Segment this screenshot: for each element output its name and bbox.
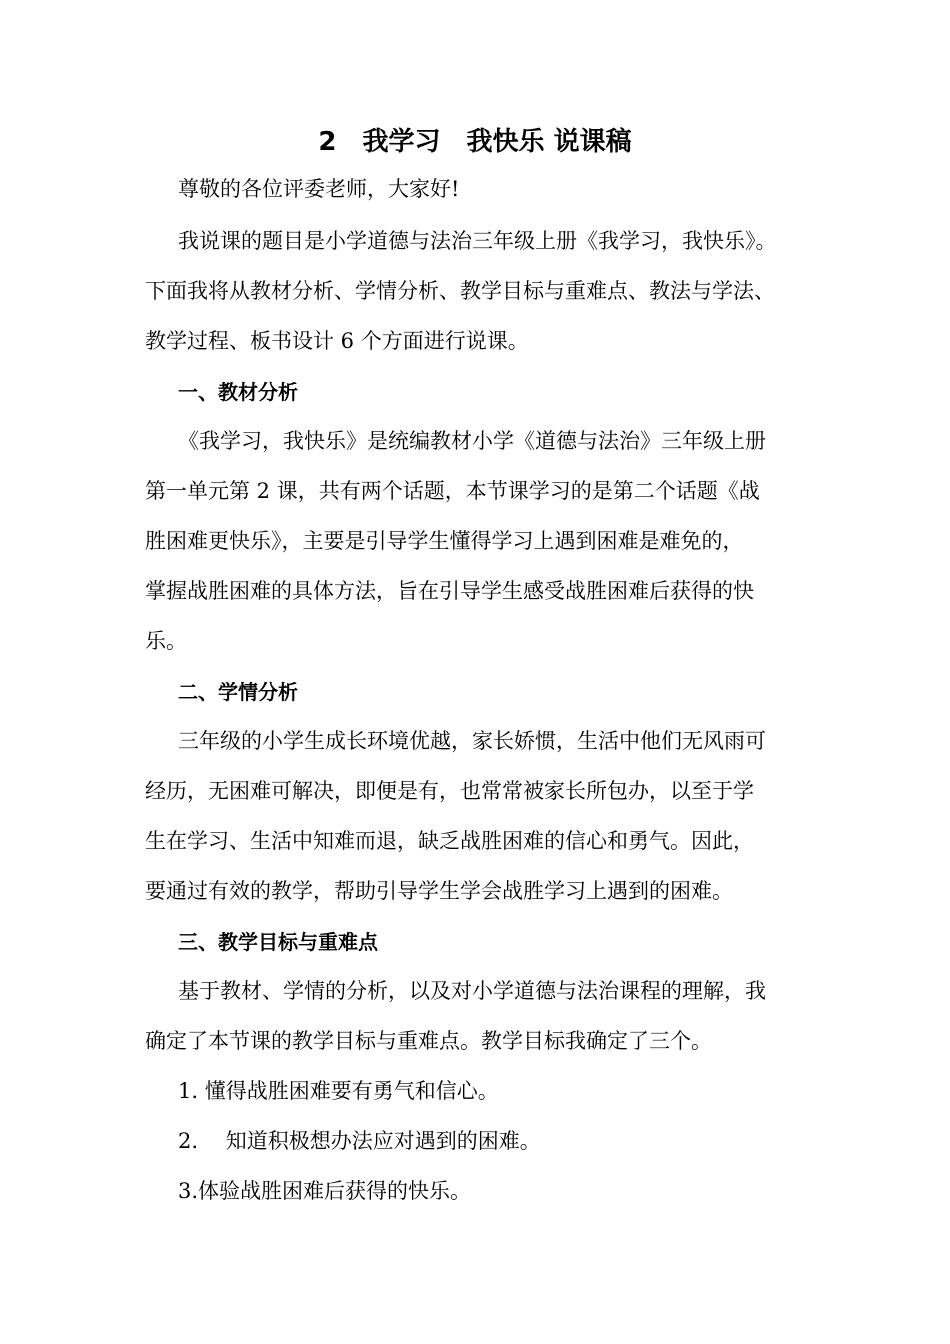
section3-line-1: 基于教材、学情的分析，以及对小学道德与法治课程的理解，我 (178, 979, 766, 1003)
section1-line-5: 乐。 (145, 629, 187, 653)
section2-line-3: 生在学习、生活中知难而退，缺乏战胜困难的信心和勇气。因此， (145, 829, 754, 853)
greeting: 尊敬的各位评委老师，大家好! (178, 177, 460, 201)
goal-item-2: 2. 知道积极想办法应对遇到的困难。 (178, 1129, 541, 1153)
section1-line-2: 第一单元第 2 课，共有两个话题，本节课学习的是第二个话题《战 (145, 479, 760, 503)
section2-line-1: 三年级的小学生成长环境优越，家长娇惯，生活中他们无风雨可 (178, 729, 766, 753)
section-heading-textbook-analysis: 一、教材分析 (178, 380, 298, 404)
intro-line-2: 下面我将从教材分析、学情分析、教学目标与重难点、教法与学法、 (145, 279, 775, 303)
section3-line-2: 确定了本节课的教学目标与重难点。教学目标我确定了三个。 (145, 1029, 712, 1053)
intro-line-3: 教学过程、板书设计 6 个方面进行说课。 (145, 329, 529, 353)
document-title: 2 我学习 我快乐 说课稿 (318, 127, 632, 157)
goal-item-3: 3.体验战胜困难后获得的快乐。 (178, 1179, 472, 1203)
section1-line-3: 胜困难更快乐》，主要是引导学生懂得学习上遇到困难是难免的， (145, 529, 744, 553)
section1-line-1: 《我学习，我快乐》是统编教材小学《道德与法治》三年级上册 (178, 429, 766, 453)
section2-line-2: 经历，无困难可解决，即便是有，也常常被家长所包办，以至于学 (145, 779, 754, 803)
section-heading-student-analysis: 二、学情分析 (178, 680, 298, 704)
intro-line-1: 我说课的题目是小学道德与法治三年级上册《我学习，我快乐》。 (178, 229, 777, 253)
section-heading-teaching-goals: 三、教学目标与重难点 (178, 930, 378, 954)
section2-line-4: 要通过有效的教学，帮助引导学生学会战胜学习上遇到的困难。 (145, 879, 733, 903)
goal-item-1: 1. 懂得战胜困难要有勇气和信心。 (178, 1079, 499, 1103)
section1-line-4: 掌握战胜困难的具体方法，旨在引导学生感受战胜困难后获得的快 (145, 579, 754, 603)
